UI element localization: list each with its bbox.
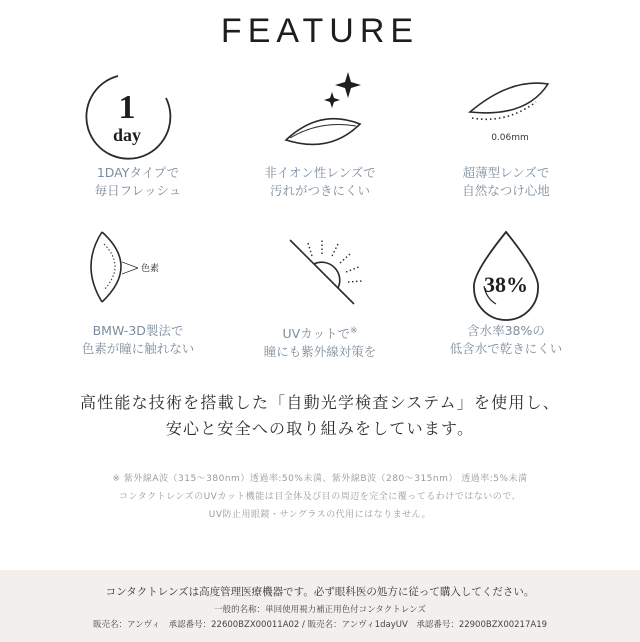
1day-circle-icon bbox=[58, 68, 198, 168]
feature-caption-water: 含水率38%の 低含水で乾きにくい bbox=[449, 323, 563, 356]
approval-numbers: 販売名：アンヴィ 承認番号：22600BZX00011A02 / 販売名：アンヴィ1dayUV 承認番号：22900BZX00217A19 bbox=[92, 620, 548, 630]
1day-number: 1 bbox=[118, 89, 136, 126]
thin-lens-icon bbox=[440, 68, 580, 168]
feature-caption-1day: 1DAYタイプで 毎日フレッシュ bbox=[94, 165, 182, 198]
pigment-label: 色素 bbox=[141, 264, 160, 274]
medical-device-notice: コンタクトレンズは高度管理医療機器です。必ず眼科医の処方に従って購入してください。 bbox=[105, 586, 535, 598]
feature-caption-uv: UVカットで※ 瞳にも紫外線対策を bbox=[263, 326, 377, 360]
sparkle-lens-icon bbox=[250, 68, 390, 168]
generic-name: 一般的名称：単回使用視力補正用色付コンタクトレンズ bbox=[214, 605, 426, 615]
feature-caption-thin: 超薄型レンズで 自然なつけ心地 bbox=[462, 165, 550, 198]
regulatory-footer bbox=[0, 570, 640, 642]
uv-sun-icon bbox=[256, 226, 396, 326]
inspection-statement: 高性能な技術を搭載した「自動光学検査システム」を使用し、 安心と安全への取り組みをしています。 bbox=[79, 393, 560, 438]
water-drop-icon bbox=[444, 226, 584, 326]
1day-text: day bbox=[112, 125, 142, 145]
water-content-label: 38% bbox=[484, 272, 528, 297]
lens-cross-section-icon bbox=[78, 226, 218, 326]
page-title: FEATURE bbox=[220, 12, 420, 50]
feature-caption-nonionic: 非イオン性レンズで 汚れがつきにくい bbox=[264, 165, 376, 198]
feature-caption-bmw3d: BMW-3D製法で 色素が瞳に触れない bbox=[81, 323, 195, 356]
thickness-label: 0.06mm bbox=[491, 133, 529, 143]
footnote-mark: ※ bbox=[350, 326, 358, 336]
uv-footnote: ※ 紫外線A波（315～380nm）透過率:50%未満、紫外線B波（280～315nm） 透過率:5%未満 コンタクトレンズのUVカット機能は目全体及び目の周辺を完全に覆ってるわけではないので、 UV防止用眼鏡・サングラスの代用にはなりません。 bbox=[112, 474, 528, 520]
